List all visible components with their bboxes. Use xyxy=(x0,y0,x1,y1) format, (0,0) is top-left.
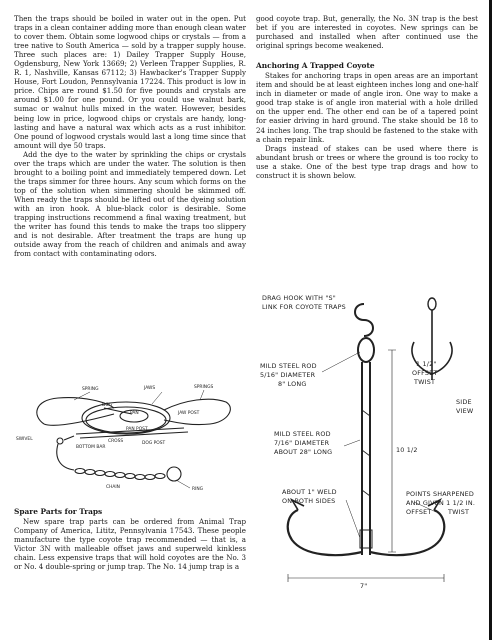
label-cross: CROSS xyxy=(108,439,124,444)
anchoring-heading: Anchoring A Trapped Coyote xyxy=(256,61,375,71)
dyeing-paragraph: Then the traps should be boiled in water out in the open. Put traps in a clean container adding more than enough clean water to cover them. Obtain some logwood chips or crystals — from a tree native to South America — sold by a trapper supply house. Three such places are: 1) Dailey Trapper Supply House, Ogdensburg, New York 13669; 2) Verleen Trapper Supplies, R. R. 1, Nashville, Kansas 67112; 3) Hawbacker's Trapper Supply House, Fort Loudon, Pennsylvania 17224. This product is low in price. Chips are round $1.50 for five pounds and crystals are around $1.00 for one pound. Or you could use walnut bark, sumac or walnut hulls mixed in the water. However, besides being low in price, logwood chips or crystals are handy, long-lasting and have a natural wax which acts as a rust inhibitor. One pound of logwood crystals would last a long time since that amount will dye 50 traps. xyxy=(14,14,247,150)
left-column xyxy=(14,14,246,258)
label-pan: PAN xyxy=(130,411,139,416)
hook-width: 7" xyxy=(360,582,368,590)
label-chain: CHAIN xyxy=(106,485,120,490)
stakes-paragraph: Stakes for anchoring traps in open areas are an important item and should be at least eighteen inches long and one-half inch in diameter or made of angle iron. One way to make a good trap stake is of angle iron material with a hole drilled on the upper end. The other end can be of a tapered point for easier driving in hard ground. The stake should be 18 to 24 inches long. The trap should be fastened to the stake with a chain repair link. xyxy=(256,71,478,144)
points-line1: POINTS SHARPENED xyxy=(406,490,475,498)
drags-paragraph: Drags instead of stakes can be used where there is abundant brush or trees or where the ground is too rocky to use a stake. One of the best type trap drags and how to construct it is shown below. xyxy=(256,143,478,180)
drag-hook-diagram xyxy=(256,290,486,635)
rod2-line3: ABOUT 28" LONG xyxy=(274,448,333,456)
rod2-line2: 7/16" DIAMETER xyxy=(274,439,330,447)
offset-line1: 1 1/2" xyxy=(416,360,437,368)
dye-procedure-paragraph: Add the dye to the water by sprinkling the chips or crystals over the traps which are under the water. The solution is then brought to a boiling point and immediately tempered down. Let the traps simmer for three hours. Any scum which forms on the top of the solution when simmering should be skimmed off. When ready the traps should be lifted out of the dyeing solution with an iron hook. A blue-black color is desirable. Some trapping instructions recommend a final waxing treatment, but the writer has found this tends to make the traps too slippery and is not desirable. After treatment the traps are hung up outside away from the reach of children and animals and away from contact with contaminating odors. xyxy=(14,149,246,259)
label-spring-left: SPRING xyxy=(82,387,99,392)
spare-parts-paragraph: New spare trap parts can be ordered from Animal Trap Company of America, Lititz, Pennsylvania 17543. These people manufacture the type coyote trap recommended — that is, a Victor 3N with malleable offset jaws and superweld kinkless chain. Less expensive traps that will hold coyotes are the No. 3 or No. 4 double-spring or jump trap. The No. 14 jump trap is a xyxy=(14,517,246,572)
rod2-line1: MILD STEEL ROD xyxy=(274,430,331,438)
label-pan-post: PAN POST xyxy=(126,427,148,432)
label-jaws: JAWS xyxy=(144,386,156,391)
points-line3: OFFSET xyxy=(406,508,432,516)
side-view-line2: VIEW xyxy=(456,407,474,415)
right-column xyxy=(256,14,478,180)
shaft-length: 10 1/2 xyxy=(396,446,418,454)
label-dog: DOG xyxy=(102,403,113,408)
drag-title-line1: DRAG HOOK WITH "S" xyxy=(262,294,336,302)
coyote-trap-intro: good coyote trap. But, generally, the No. 3N trap is the best bet if you are interested in coyotes. New springs can be purchased and installed when after continued use the original springs become weakened. xyxy=(256,14,478,51)
label-swivel: SWIVEL xyxy=(16,437,33,442)
label-ring: RING xyxy=(192,487,204,492)
offset-line2: OFFSET xyxy=(412,369,438,377)
points-line4: TWIST xyxy=(448,508,470,516)
side-view-line1: SIDE xyxy=(456,398,472,406)
rod1-line1: MILD STEEL ROD xyxy=(260,362,317,370)
drag-hook-illustration xyxy=(256,290,486,635)
label-springs: SPRINGS xyxy=(194,385,214,390)
weld-line2: ON BOTH SIDES xyxy=(282,497,336,505)
spare-parts-heading: Spare Parts for Traps xyxy=(14,507,103,516)
trap-diagram xyxy=(14,378,246,496)
offset-line3: TWIST xyxy=(414,378,436,386)
spare-parts-section xyxy=(14,498,246,571)
points-line2: AND GIVEN 1 1/2 IN. xyxy=(406,499,476,507)
label-dog-post: DOG POST xyxy=(142,441,166,446)
label-jaw-post: JAW POST xyxy=(178,411,200,416)
drag-title-line2: LINK FOR COYOTE TRAPS xyxy=(262,303,346,311)
trap-illustration xyxy=(14,378,246,496)
weld-line1: ABOUT 1" WELD xyxy=(282,488,337,496)
rod1-line2: 5/16" DIAMETER xyxy=(260,371,316,379)
rod1-line3: 8" LONG xyxy=(278,380,307,388)
label-bottom-bar: BOTTOM BAR xyxy=(76,445,106,450)
